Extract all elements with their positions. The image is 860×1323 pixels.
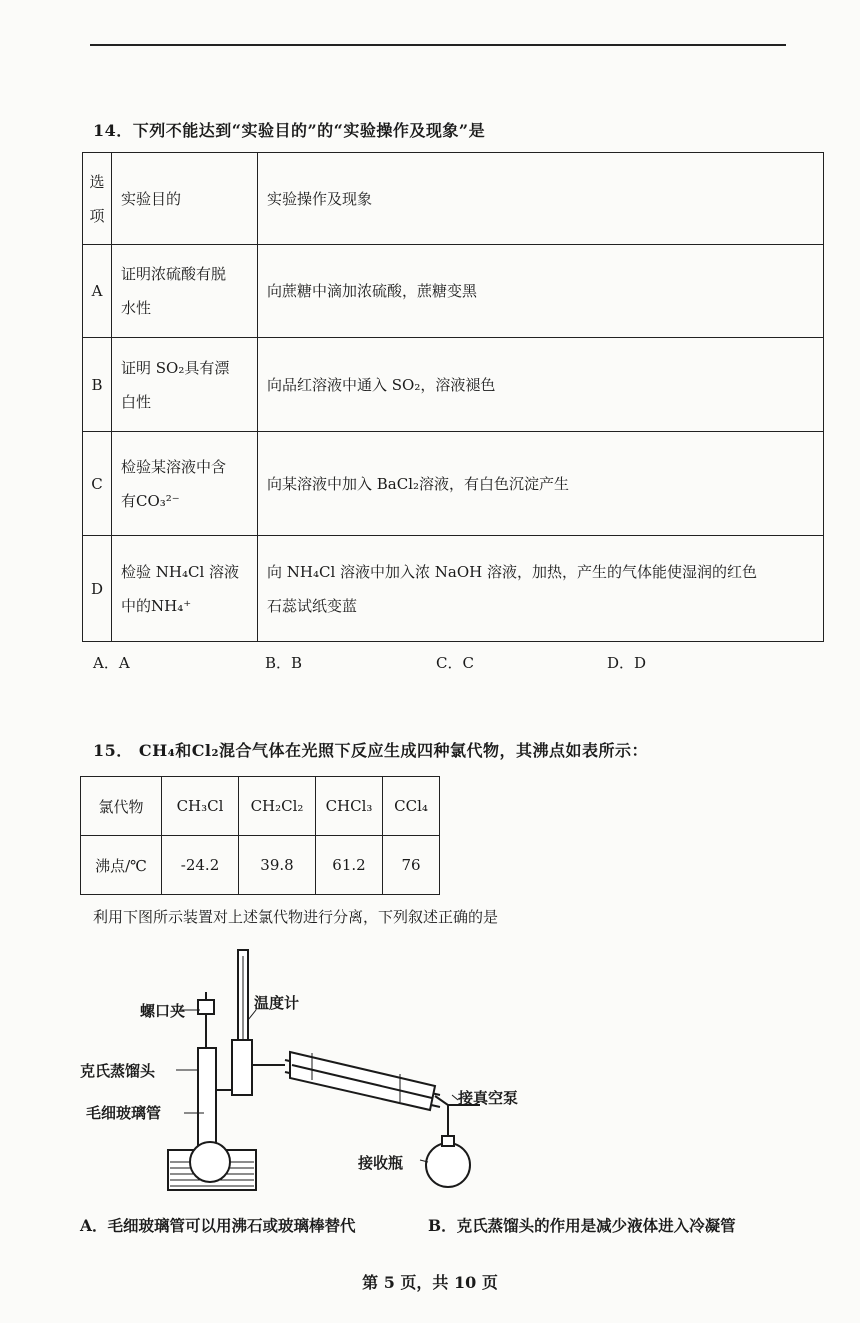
table-cell: 61.2 <box>316 836 383 895</box>
table-cell: CH₃Cl <box>162 777 239 836</box>
table-cell: 氯代物 <box>81 777 162 836</box>
purpose-line2: 有CO₃²⁻ <box>121 491 180 510</box>
choice-b: B．B <box>265 654 303 672</box>
purpose-line1: 证明浓硫酸有脱 <box>121 265 227 283</box>
question-14-title: 14．下列不能达到“实验目的”的“实验操作及现象”是 <box>93 121 486 140</box>
label-vacuum-pump: 接真空泵 <box>458 1089 519 1107</box>
label-clamp: 螺口夹 <box>140 1002 186 1020</box>
boiling-point-table <box>80 776 440 895</box>
purpose-cell <box>112 245 258 338</box>
purpose-cell <box>112 536 258 642</box>
table-cell: CH₂Cl₂ <box>239 777 316 836</box>
table-cell: CHCl₃ <box>316 777 383 836</box>
choice-a: A．A <box>93 654 130 672</box>
table-row <box>81 777 440 836</box>
purpose-line1: 检验 NH₄Cl 溶液 <box>121 562 240 581</box>
choice-d: D．D <box>607 654 647 672</box>
option-header <box>83 153 112 245</box>
option-header-line2: 项 <box>89 206 105 225</box>
operation-cell: 向蔗糖中滴加浓硫酸，蔗糖变黑 <box>258 245 824 338</box>
option-header-line1: 选 <box>89 172 105 191</box>
table-cell: CCl₄ <box>383 777 440 836</box>
label-capillary-tube: 毛细玻璃管 <box>86 1104 162 1122</box>
option-label: A <box>83 245 112 338</box>
operation-line1: 向 NH₄Cl 溶液中加入浓 NaOH 溶液，加热，产生的气体能使湿润的红色 <box>267 562 758 581</box>
purpose-line2: 中的NH₄⁺ <box>121 596 192 615</box>
operation-cell: 向某溶液中加入 BaCl₂溶液，有白色沉淀产生 <box>258 432 824 536</box>
page-footer: 第 5 页，共 10 页 <box>362 1273 498 1292</box>
purpose-line1: 检验某溶液中含 <box>121 457 227 476</box>
table-row <box>83 338 824 432</box>
operation-cell <box>258 536 824 642</box>
table-cell: 76 <box>383 836 440 895</box>
answer-b: B．克氏蒸馏头的作用是减少液体进入冷凝管 <box>428 1216 736 1235</box>
label-claisen-head: 克氏蒸馏头 <box>80 1062 156 1080</box>
operation-cell: 向品红溶液中通入 SO₂，溶液褪色 <box>258 338 824 432</box>
label-thermometer: 温度计 <box>254 994 300 1012</box>
question-15-title: 15． CH₄和Cl₂混合气体在光照下反应生成四种氯代物，其沸点如表所示： <box>93 741 649 760</box>
top-rule <box>90 44 786 46</box>
table-header-row <box>83 153 824 245</box>
operation-header: 实验操作及现象 <box>258 153 824 245</box>
choice-c: C．C <box>436 654 474 672</box>
purpose-cell <box>112 432 258 536</box>
table-row <box>83 432 824 536</box>
table-cell: 沸点/℃ <box>81 836 162 895</box>
operation-line2: 石蕊试纸变蓝 <box>267 596 358 615</box>
question-14-table <box>82 152 824 642</box>
purpose-cell <box>112 338 258 432</box>
purpose-header: 实验目的 <box>112 153 258 245</box>
purpose-line1: 证明 SO₂具有漂 <box>121 358 230 377</box>
label-receiving-flask: 接收瓶 <box>358 1154 404 1172</box>
table-cell: 39.8 <box>239 836 316 895</box>
option-label: C <box>83 432 112 536</box>
answer-a: A．毛细玻璃管可以用沸石或玻璃棒替代 <box>80 1216 356 1235</box>
purpose-line2: 水性 <box>121 299 152 317</box>
option-label: B <box>83 338 112 432</box>
table-row <box>83 245 824 338</box>
question-15-sentence: 利用下图所示装置对上述氯代物进行分离，下列叙述正确的是 <box>93 908 499 926</box>
table-row <box>81 836 440 895</box>
purpose-line2: 白性 <box>121 392 152 411</box>
table-row <box>83 536 824 642</box>
option-label: D <box>83 536 112 642</box>
table-cell: -24.2 <box>162 836 239 895</box>
